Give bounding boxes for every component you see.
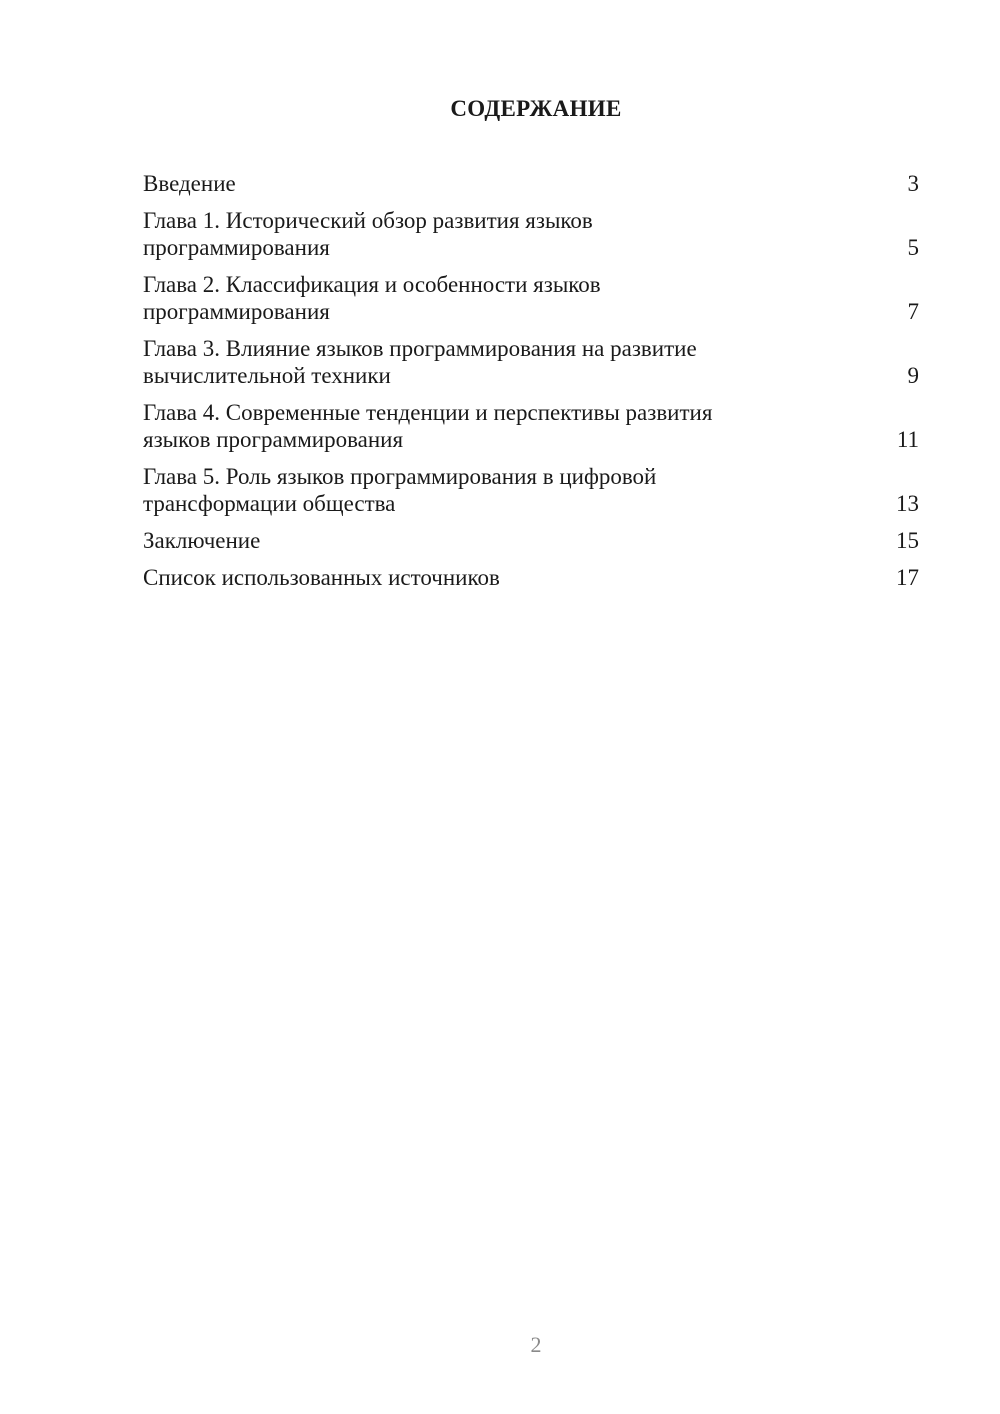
toc-entry-page: 13 [896,491,919,516]
toc-entry-chapter-4 [143,399,919,453]
toc-entry-title: Введение [143,171,236,196]
toc-entry-title: Глава 1. Исторический обзор развития языков программирования [143,208,593,260]
toc-entry-chapter-3 [143,335,919,389]
toc-entry-chapter-5 [143,463,919,517]
toc-entry-page: 7 [907,299,919,324]
toc-entry-page: 3 [907,171,919,196]
toc-entry-page: 9 [907,363,919,388]
toc-entry-conclusion [143,527,919,554]
toc-entry-title: Заключение [143,528,261,553]
toc-entry-introduction [143,170,919,197]
table-of-contents [143,170,919,601]
toc-entry-chapter-1 [143,207,919,261]
toc-entry-page: 5 [907,235,919,260]
toc-entry-page: 15 [896,528,919,553]
toc-entry-title: Глава 3. Влияние языков программирования на развитие вычислительной техники [143,336,697,388]
toc-entry-references [143,564,919,591]
toc-entry-title: Глава 5. Роль языков программирования в цифровой трансформации общества [143,464,657,516]
toc-entry-title: Глава 2. Классификация и особенности языков программирования [143,272,601,324]
toc-entry-title: Список использованных источников [143,565,500,590]
toc-entry-page: 11 [896,427,919,452]
toc-entry-title: Глава 4. Современные тенденции и перспективы развития языков программирования [143,400,713,452]
toc-entry-page: 17 [896,565,919,590]
page-number: 2 [530,1332,542,1357]
toc-entry-chapter-2 [143,271,919,325]
page-title: СОДЕРЖАНИЕ [450,96,622,121]
